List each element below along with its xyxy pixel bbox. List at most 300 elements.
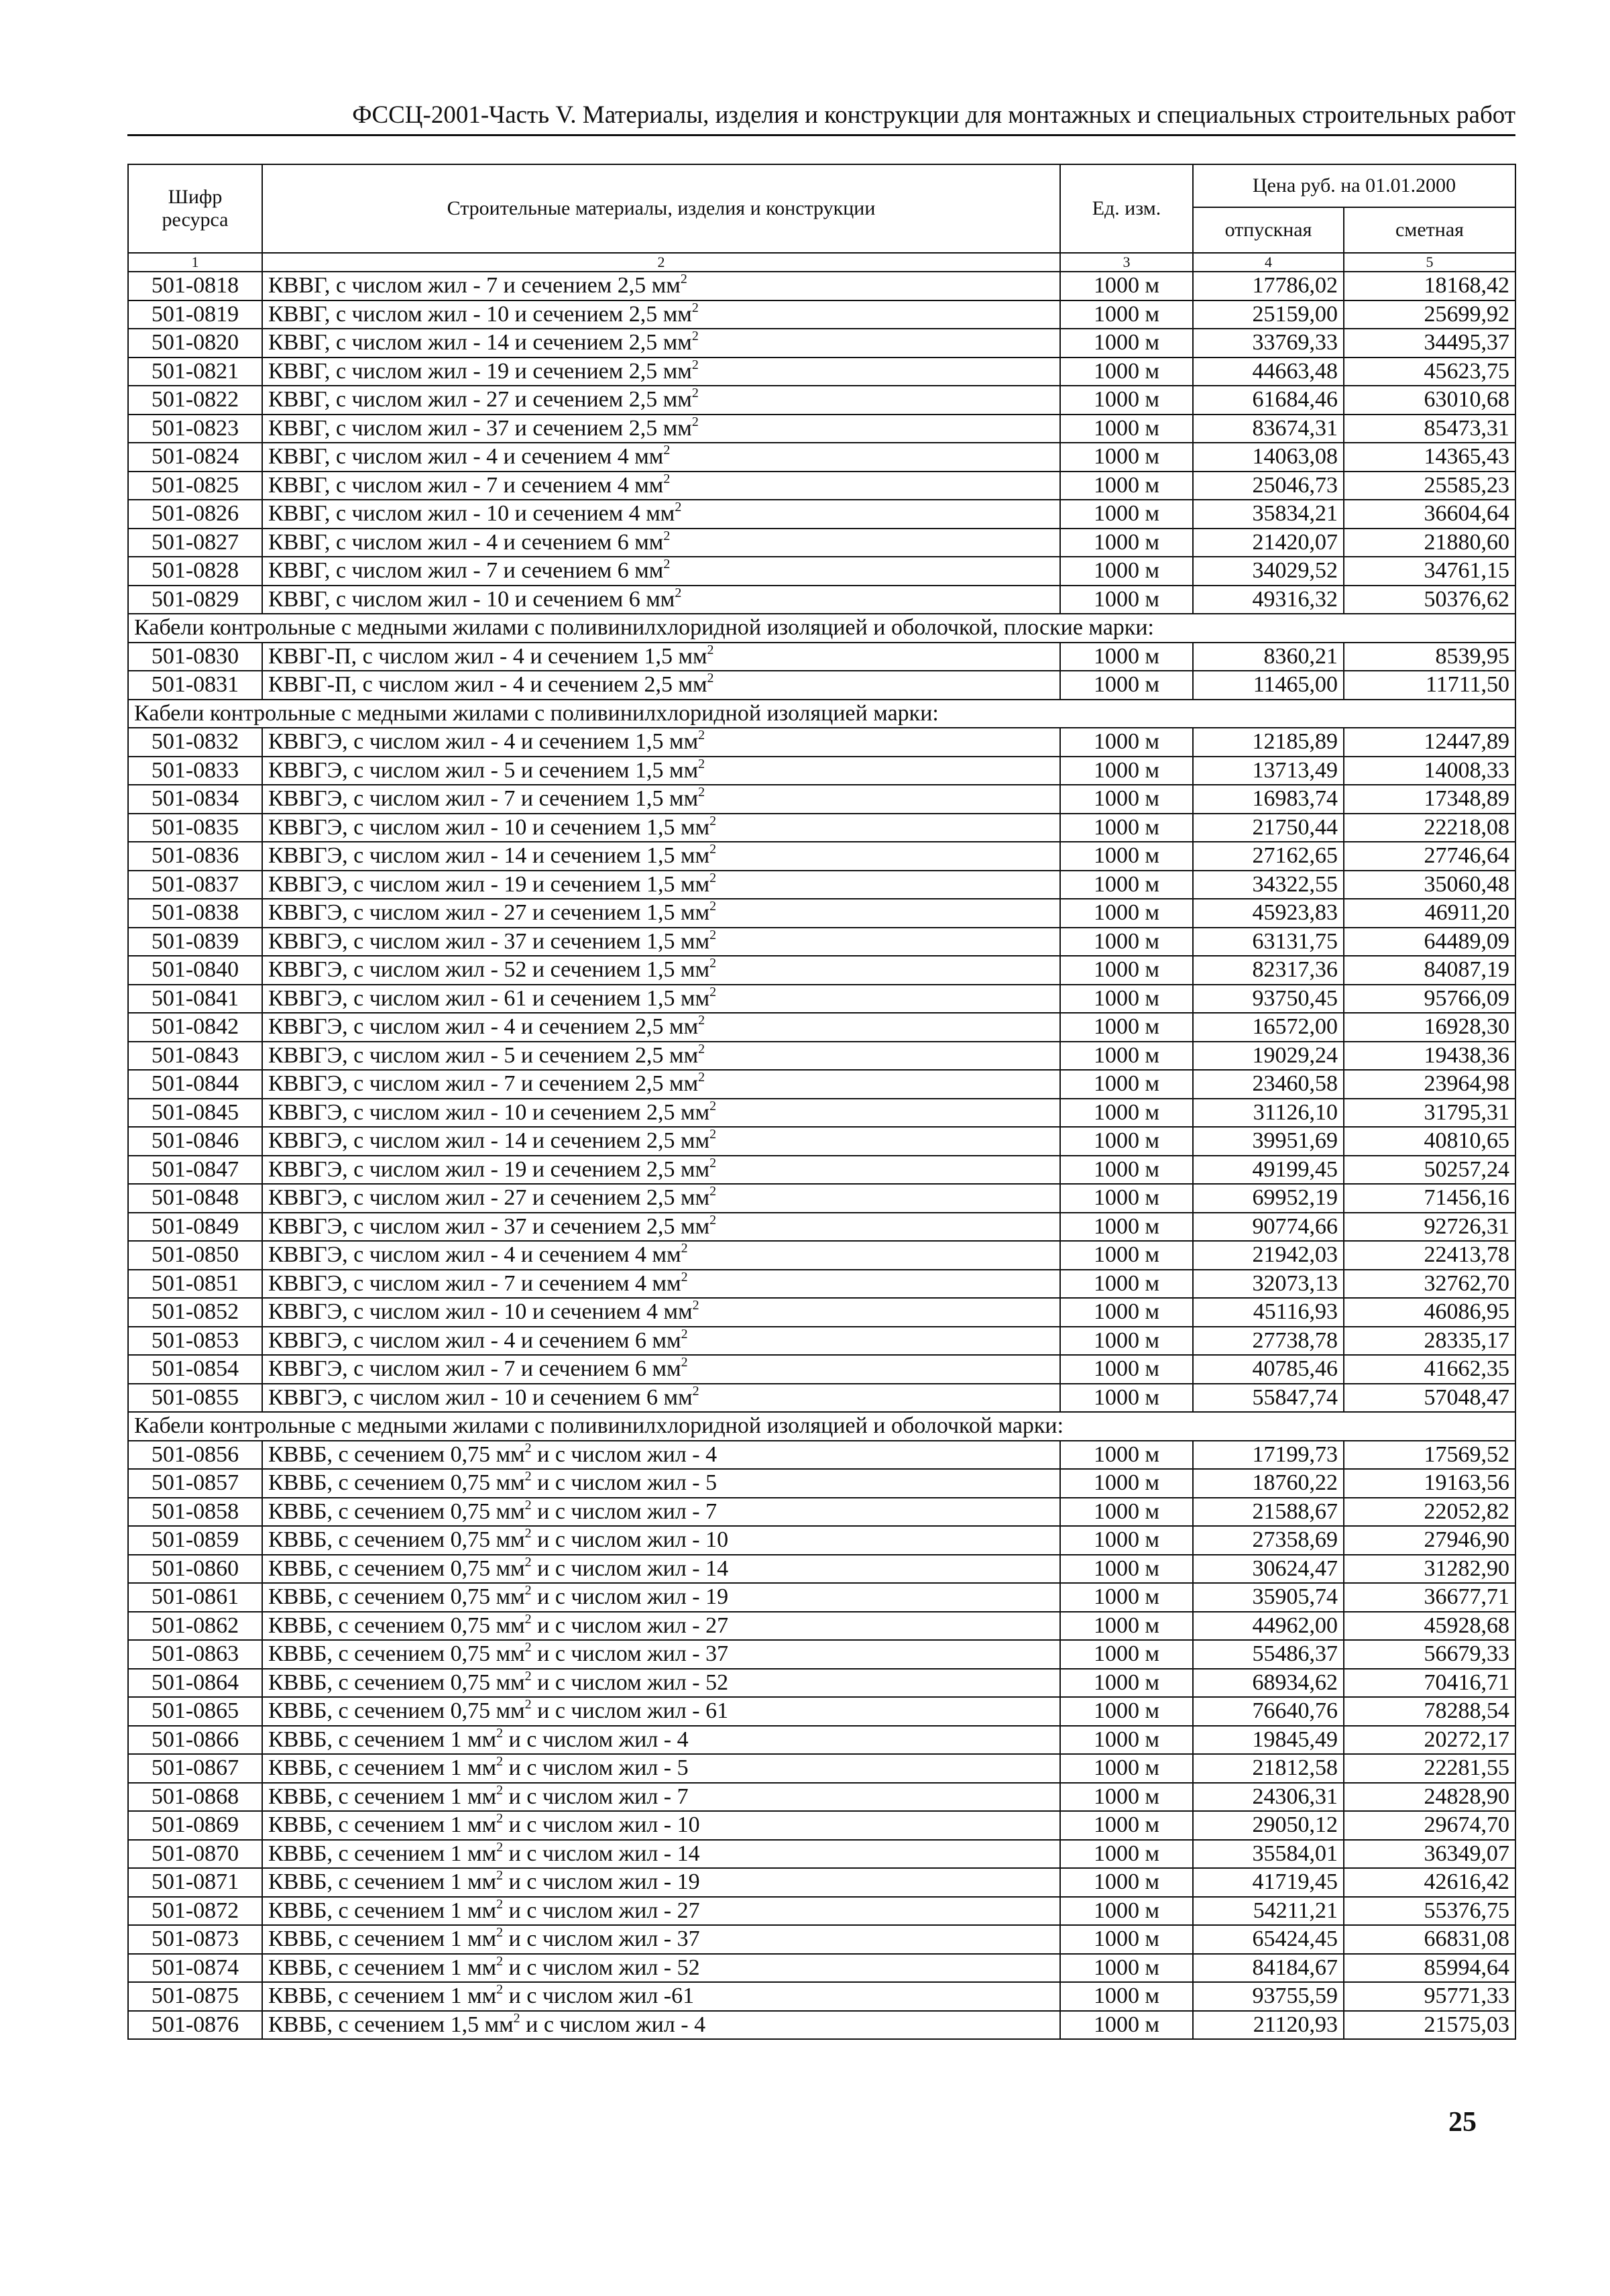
resource-code: 501-0856 xyxy=(128,1441,262,1470)
price-release: 69952,19 xyxy=(1193,1184,1344,1213)
material-name-text: КВВГЭ, с числом жил - 19 и сечением 1,5 мм xyxy=(268,871,710,897)
price-release: 25159,00 xyxy=(1193,300,1344,329)
resource-code: 501-0857 xyxy=(128,1469,262,1498)
material-name-suffix: и с числом жил - 27 xyxy=(531,1612,729,1638)
header-price-release: отпускная xyxy=(1193,207,1344,253)
material-name-text: КВВГЭ, с числом жил - 61 и сечением 1,5 мм xyxy=(268,985,710,1011)
material-name-text: КВВГ, с числом жил - 7 и сечением 2,5 мм xyxy=(268,273,681,298)
table-row xyxy=(128,1469,1515,1498)
price-release: 21750,44 xyxy=(1193,814,1344,842)
material-name xyxy=(262,557,1060,586)
price-release: 21420,07 xyxy=(1193,529,1344,557)
table-row xyxy=(128,1669,1515,1698)
table-row xyxy=(128,500,1515,529)
section-row xyxy=(128,1412,1515,1441)
price-estimate: 16928,30 xyxy=(1344,1013,1515,1042)
price-estimate: 56679,33 xyxy=(1344,1640,1515,1669)
price-estimate: 35060,48 xyxy=(1344,871,1515,899)
price-estimate: 28335,17 xyxy=(1344,1327,1515,1356)
price-estimate: 19163,56 xyxy=(1344,1469,1515,1498)
price-release: 44962,00 xyxy=(1193,1612,1344,1641)
material-name xyxy=(262,1013,1060,1042)
resource-code: 501-0826 xyxy=(128,500,262,529)
material-name-text: КВВГЭ, с числом жил - 19 и сечением 2,5 мм xyxy=(268,1156,710,1182)
unit-exponent: 2 xyxy=(496,1725,504,1741)
material-name xyxy=(262,358,1060,386)
unit-of-measure: 1000 м xyxy=(1060,899,1193,928)
price-estimate: 40810,65 xyxy=(1344,1127,1515,1156)
resource-code: 501-0831 xyxy=(128,671,262,700)
unit-exponent: 2 xyxy=(496,1868,504,1883)
price-release: 21120,93 xyxy=(1193,2011,1344,2040)
material-name xyxy=(262,529,1060,557)
resource-code: 501-0819 xyxy=(128,300,262,329)
material-name xyxy=(262,1355,1060,1384)
resource-code: 501-0868 xyxy=(128,1783,262,1812)
material-name-suffix: и с числом жил - 19 xyxy=(503,1869,700,1895)
material-name-suffix: и с числом жил - 14 xyxy=(531,1555,729,1581)
price-estimate: 19438,36 xyxy=(1344,1042,1515,1071)
unit-exponent: 2 xyxy=(524,1611,532,1627)
resource-code: 501-0829 xyxy=(128,586,262,614)
section-heading: Кабели контрольные с медными жилами с поливинилхлоридной изоляцией и оболочкой, плоские марки: xyxy=(128,614,1515,643)
resource-code: 501-0874 xyxy=(128,1954,262,1983)
price-release: 8360,21 xyxy=(1193,643,1344,671)
material-name-text: КВВГ, с числом жил - 37 и сечением 2,5 мм xyxy=(268,415,692,441)
material-name-text: КВВГЭ, с числом жил - 7 и сечением 4 мм xyxy=(268,1270,681,1296)
unit-exponent: 2 xyxy=(681,1355,688,1370)
price-estimate: 57048,47 xyxy=(1344,1384,1515,1413)
material-name-text: КВВБ, с сечением 0,75 мм xyxy=(268,1612,525,1638)
material-name-suffix: и с числом жил - 37 xyxy=(531,1641,729,1667)
material-name-text: КВВГЭ, с числом жил - 10 и сечением 2,5 мм xyxy=(268,1099,710,1125)
unit-of-measure: 1000 м xyxy=(1060,1526,1193,1555)
resource-code: 501-0853 xyxy=(128,1327,262,1356)
table-row xyxy=(128,1042,1515,1071)
unit-of-measure: 1000 м xyxy=(1060,1127,1193,1156)
section-heading: Кабели контрольные с медными жилами с поливинилхлоридной изоляцией марки: xyxy=(128,700,1515,728)
price-release: 93755,59 xyxy=(1193,1982,1344,2011)
unit-exponent: 2 xyxy=(691,300,699,315)
price-release: 35834,21 xyxy=(1193,500,1344,529)
resource-code: 501-0867 xyxy=(128,1754,262,1783)
unit-of-measure: 1000 м xyxy=(1060,1241,1193,1270)
unit-of-measure: 1000 м xyxy=(1060,1355,1193,1384)
table-row xyxy=(128,842,1515,871)
material-name xyxy=(262,1726,1060,1755)
material-name xyxy=(262,1441,1060,1470)
material-name xyxy=(262,1583,1060,1612)
unit-of-measure: 1000 м xyxy=(1060,1868,1193,1897)
material-name-suffix: и с числом жил - 10 xyxy=(531,1527,729,1553)
table-row xyxy=(128,928,1515,956)
price-release: 16983,74 xyxy=(1193,785,1344,814)
price-estimate: 41662,35 xyxy=(1344,1355,1515,1384)
price-estimate: 23964,98 xyxy=(1344,1070,1515,1099)
unit-of-measure: 1000 м xyxy=(1060,557,1193,586)
material-name-text: КВВГЭ, с числом жил - 10 и сечением 6 мм xyxy=(268,1384,693,1410)
price-release: 35905,74 xyxy=(1193,1583,1344,1612)
unit-exponent: 2 xyxy=(663,557,671,572)
unit-exponent: 2 xyxy=(691,329,699,344)
price-release: 27162,65 xyxy=(1193,842,1344,871)
unit-of-measure: 1000 м xyxy=(1060,785,1193,814)
price-release: 14063,08 xyxy=(1193,443,1344,472)
resource-code: 501-0845 xyxy=(128,1099,262,1128)
table-row xyxy=(128,2011,1515,2040)
unit-exponent: 2 xyxy=(675,585,682,600)
unit-exponent: 2 xyxy=(680,272,687,287)
price-release: 93750,45 xyxy=(1193,985,1344,1014)
table-row xyxy=(128,1783,1515,1812)
unit-exponent: 2 xyxy=(524,1697,532,1712)
unit-of-measure: 1000 м xyxy=(1060,329,1193,358)
unit-of-measure: 1000 м xyxy=(1060,1327,1193,1356)
material-name-text: КВВБ, с сечением 1 мм xyxy=(268,1955,497,1980)
unit-of-measure: 1000 м xyxy=(1060,1840,1193,1869)
material-name-text: КВВБ, с сечением 0,75 мм xyxy=(268,1470,525,1496)
unit-exponent: 2 xyxy=(681,1241,688,1256)
price-release: 84184,67 xyxy=(1193,1954,1344,1983)
unit-of-measure: 1000 м xyxy=(1060,1099,1193,1128)
material-name xyxy=(262,500,1060,529)
material-name-text: КВВГЭ, с числом жил - 10 и сечением 1,5 мм xyxy=(268,814,710,840)
table-row xyxy=(128,814,1515,842)
price-estimate: 46086,95 xyxy=(1344,1298,1515,1327)
price-release: 49199,45 xyxy=(1193,1156,1344,1185)
unit-of-measure: 1000 м xyxy=(1060,1555,1193,1584)
unit-exponent: 2 xyxy=(709,1127,717,1142)
price-release: 29050,12 xyxy=(1193,1811,1344,1840)
material-name xyxy=(262,871,1060,899)
table-row xyxy=(128,472,1515,500)
price-estimate: 17348,89 xyxy=(1344,785,1515,814)
price-estimate: 36677,71 xyxy=(1344,1583,1515,1612)
resource-code: 501-0818 xyxy=(128,272,262,300)
price-release: 25046,73 xyxy=(1193,472,1344,500)
unit-exponent: 2 xyxy=(496,1782,504,1798)
material-name-text: КВВГЭ, с числом жил - 7 и сечением 1,5 мм xyxy=(268,786,699,812)
unit-exponent: 2 xyxy=(698,785,705,800)
material-name-text: КВВГ, с числом жил - 14 и сечением 2,5 мм xyxy=(268,330,692,356)
unit-of-measure: 1000 м xyxy=(1060,842,1193,871)
material-name-text: КВВГЭ, с числом жил - 5 и сечением 1,5 мм xyxy=(268,757,699,783)
material-name-text: КВВБ, с сечением 1,5 мм xyxy=(268,2012,514,2037)
price-release: 34322,55 xyxy=(1193,871,1344,899)
table-row xyxy=(128,1897,1515,1926)
unit-exponent: 2 xyxy=(698,1013,705,1028)
table-row xyxy=(128,1070,1515,1099)
unit-exponent: 2 xyxy=(496,1896,504,1912)
unit-exponent: 2 xyxy=(709,956,717,971)
column-number: 1 xyxy=(128,253,262,272)
material-name xyxy=(262,586,1060,614)
material-name xyxy=(262,1042,1060,1071)
unit-exponent: 2 xyxy=(709,842,717,857)
price-release: 68934,62 xyxy=(1193,1669,1344,1698)
unit-exponent: 2 xyxy=(709,1155,717,1170)
unit-of-measure: 1000 м xyxy=(1060,300,1193,329)
table-row xyxy=(128,1840,1515,1869)
price-release: 45923,83 xyxy=(1193,899,1344,928)
unit-exponent: 2 xyxy=(496,1839,504,1855)
price-release: 54211,21 xyxy=(1193,1897,1344,1926)
price-release: 27738,78 xyxy=(1193,1327,1344,1356)
table-row xyxy=(128,443,1515,472)
material-name xyxy=(262,386,1060,415)
material-name xyxy=(262,1555,1060,1584)
table-row xyxy=(128,415,1515,443)
resource-code: 501-0876 xyxy=(128,2011,262,2040)
price-release: 30624,47 xyxy=(1193,1555,1344,1584)
unit-exponent: 2 xyxy=(524,1497,532,1513)
unit-of-measure: 1000 м xyxy=(1060,1640,1193,1669)
table-row xyxy=(128,1583,1515,1612)
table-row xyxy=(128,643,1515,671)
table-row xyxy=(128,1384,1515,1413)
header-rule xyxy=(127,134,1515,136)
price-estimate: 85994,64 xyxy=(1344,1954,1515,1983)
table-row xyxy=(128,899,1515,928)
table-row xyxy=(128,557,1515,586)
material-name-text: КВВБ, с сечением 1 мм xyxy=(268,1727,497,1752)
material-name-suffix: и с числом жил - 4 xyxy=(531,1441,717,1467)
unit-of-measure: 1000 м xyxy=(1060,1954,1193,1983)
price-estimate: 95771,33 xyxy=(1344,1982,1515,2011)
resource-code: 501-0850 xyxy=(128,1241,262,1270)
unit-of-measure: 1000 м xyxy=(1060,643,1193,671)
price-estimate: 63010,68 xyxy=(1344,386,1515,415)
table-row xyxy=(128,1526,1515,1555)
price-estimate: 8539,95 xyxy=(1344,643,1515,671)
price-estimate: 85473,31 xyxy=(1344,415,1515,443)
resource-code: 501-0823 xyxy=(128,415,262,443)
table-row xyxy=(128,1555,1515,1584)
header-price-group: Цена руб. на 01.01.2000 xyxy=(1193,164,1515,207)
price-estimate: 70416,71 xyxy=(1344,1669,1515,1698)
unit-exponent: 2 xyxy=(524,1583,532,1598)
unit-of-measure: 1000 м xyxy=(1060,1441,1193,1470)
price-estimate: 22218,08 xyxy=(1344,814,1515,842)
unit-of-measure: 1000 м xyxy=(1060,1754,1193,1783)
material-name-suffix: и с числом жил - 5 xyxy=(503,1755,689,1781)
resource-code: 501-0833 xyxy=(128,757,262,785)
unit-exponent: 2 xyxy=(692,1298,699,1313)
price-estimate: 95766,09 xyxy=(1344,985,1515,1014)
price-estimate: 24828,90 xyxy=(1344,1783,1515,1812)
table-row xyxy=(128,1697,1515,1726)
material-name-text: КВВГ, с числом жил - 27 и сечением 2,5 мм xyxy=(268,387,692,413)
table-row xyxy=(128,757,1515,785)
unit-of-measure: 1000 м xyxy=(1060,671,1193,700)
material-name-text: КВВГ, с числом жил - 10 и сечением 2,5 мм xyxy=(268,301,692,327)
table-body xyxy=(128,272,1515,2039)
material-name xyxy=(262,1526,1060,1555)
resource-code: 501-0843 xyxy=(128,1042,262,1071)
resource-code: 501-0870 xyxy=(128,1840,262,1869)
table-row xyxy=(128,1013,1515,1042)
unit-of-measure: 1000 м xyxy=(1060,1583,1193,1612)
unit-exponent: 2 xyxy=(524,1526,532,1541)
material-name xyxy=(262,1925,1060,1954)
price-estimate: 50257,24 xyxy=(1344,1156,1515,1185)
material-name-text: КВВГЭ, с числом жил - 14 и сечением 2,5 мм xyxy=(268,1128,710,1154)
material-name-text: КВВГ-П, с числом жил - 4 и сечением 2,5 мм xyxy=(268,672,707,698)
material-name-text: КВВГ, с числом жил - 19 и сечением 2,5 мм xyxy=(268,358,692,384)
price-release: 33769,33 xyxy=(1193,329,1344,358)
material-name xyxy=(262,1840,1060,1869)
price-estimate: 25699,92 xyxy=(1344,300,1515,329)
price-release: 55486,37 xyxy=(1193,1640,1344,1669)
price-release: 83674,31 xyxy=(1193,415,1344,443)
resource-code: 501-0830 xyxy=(128,643,262,671)
resource-code: 501-0851 xyxy=(128,1270,262,1299)
material-name-text: КВВГЭ, с числом жил - 14 и сечением 1,5 мм xyxy=(268,843,710,869)
resource-code: 501-0863 xyxy=(128,1640,262,1669)
table-row xyxy=(128,1612,1515,1641)
price-estimate: 92726,31 xyxy=(1344,1213,1515,1242)
price-release: 44663,48 xyxy=(1193,358,1344,386)
unit-exponent: 2 xyxy=(709,1184,717,1199)
material-name-suffix: и с числом жил - 10 xyxy=(503,1812,700,1838)
material-name xyxy=(262,899,1060,928)
resource-code: 501-0847 xyxy=(128,1156,262,1185)
resource-code: 501-0865 xyxy=(128,1697,262,1726)
resource-code: 501-0875 xyxy=(128,1982,262,2011)
price-release: 16572,00 xyxy=(1193,1013,1344,1042)
material-name-text: КВВГЭ, с числом жил - 37 и сечением 2,5 мм xyxy=(268,1213,710,1239)
unit-exponent: 2 xyxy=(681,1326,688,1342)
resource-code: 501-0836 xyxy=(128,842,262,871)
price-estimate: 25585,23 xyxy=(1344,472,1515,500)
price-release: 21942,03 xyxy=(1193,1241,1344,1270)
material-name xyxy=(262,300,1060,329)
material-name-text: КВВБ, с сечением 0,75 мм xyxy=(268,1498,525,1524)
material-name-suffix: и с числом жил - 52 xyxy=(531,1670,729,1695)
price-estimate: 21880,60 xyxy=(1344,529,1515,557)
material-name-suffix: и с числом жил - 37 xyxy=(503,1926,700,1952)
material-name-text: КВВБ, с сечением 0,75 мм xyxy=(268,1698,525,1724)
column-number: 4 xyxy=(1193,253,1344,272)
unit-of-measure: 1000 м xyxy=(1060,1070,1193,1099)
price-release: 41719,45 xyxy=(1193,1868,1344,1897)
price-release: 19029,24 xyxy=(1193,1042,1344,1071)
price-release: 35584,01 xyxy=(1193,1840,1344,1869)
price-estimate: 22052,82 xyxy=(1344,1498,1515,1527)
unit-exponent: 2 xyxy=(675,500,682,515)
table-row xyxy=(128,785,1515,814)
material-name-text: КВВБ, с сечением 1 мм xyxy=(268,1784,497,1809)
resource-code: 501-0852 xyxy=(128,1298,262,1327)
price-estimate: 55376,75 xyxy=(1344,1897,1515,1926)
price-release: 45116,93 xyxy=(1193,1298,1344,1327)
price-estimate: 27946,90 xyxy=(1344,1526,1515,1555)
material-name xyxy=(262,728,1060,757)
material-name-text: КВВГ, с числом жил - 10 и сечением 4 мм xyxy=(268,501,675,527)
price-estimate: 36349,07 xyxy=(1344,1840,1515,1869)
material-name xyxy=(262,1099,1060,1128)
resource-code: 501-0832 xyxy=(128,728,262,757)
unit-of-measure: 1000 м xyxy=(1060,956,1193,985)
material-name xyxy=(262,1954,1060,1983)
material-name xyxy=(262,1811,1060,1840)
table-row xyxy=(128,1241,1515,1270)
resource-code: 501-0855 xyxy=(128,1384,262,1413)
unit-of-measure: 1000 м xyxy=(1060,1697,1193,1726)
material-name xyxy=(262,671,1060,700)
table-row xyxy=(128,985,1515,1014)
price-estimate: 21575,03 xyxy=(1344,2011,1515,2040)
material-name-text: КВВГЭ, с числом жил - 7 и сечением 6 мм xyxy=(268,1356,681,1382)
unit-of-measure: 1000 м xyxy=(1060,2011,1193,2040)
table-row xyxy=(128,1355,1515,1384)
unit-exponent: 2 xyxy=(663,443,671,458)
material-name-text: КВВБ, с сечением 0,75 мм xyxy=(268,1670,525,1695)
resource-code: 501-0839 xyxy=(128,928,262,956)
unit-exponent: 2 xyxy=(709,813,717,828)
resource-code: 501-0869 xyxy=(128,1811,262,1840)
table-row xyxy=(128,386,1515,415)
material-name-suffix: и с числом жил - 7 xyxy=(531,1498,717,1524)
material-name-text: КВВГ, с числом жил - 7 и сечением 4 мм xyxy=(268,472,664,498)
table-row xyxy=(128,1441,1515,1470)
unit-of-measure: 1000 м xyxy=(1060,1298,1193,1327)
price-table xyxy=(127,164,1516,2040)
table-row xyxy=(128,1954,1515,1983)
unit-exponent: 2 xyxy=(709,1212,717,1227)
price-estimate: 66831,08 xyxy=(1344,1925,1515,1954)
unit-of-measure: 1000 м xyxy=(1060,1042,1193,1071)
unit-of-measure: 1000 м xyxy=(1060,529,1193,557)
table-row xyxy=(128,272,1515,300)
material-name-text: КВВБ, с сечением 0,75 мм xyxy=(268,1527,525,1553)
material-name xyxy=(262,814,1060,842)
table-row xyxy=(128,1213,1515,1242)
unit-exponent: 2 xyxy=(698,1070,705,1085)
table-row xyxy=(128,586,1515,614)
material-name-suffix: и с числом жил - 4 xyxy=(503,1727,689,1752)
resource-code: 501-0849 xyxy=(128,1213,262,1242)
price-release: 17786,02 xyxy=(1193,272,1344,300)
resource-code: 501-0838 xyxy=(128,899,262,928)
unit-of-measure: 1000 м xyxy=(1060,1811,1193,1840)
unit-exponent: 2 xyxy=(709,1098,717,1113)
table-row xyxy=(128,1925,1515,1954)
table-row xyxy=(128,956,1515,985)
material-name-text: КВВГЭ, с числом жил - 7 и сечением 2,5 мм xyxy=(268,1071,699,1097)
material-name-text: КВВБ, с сечением 1 мм xyxy=(268,1841,497,1866)
resource-code: 501-0872 xyxy=(128,1897,262,1926)
material-name xyxy=(262,415,1060,443)
material-name xyxy=(262,1270,1060,1299)
material-name xyxy=(262,1868,1060,1897)
unit-of-measure: 1000 м xyxy=(1060,1469,1193,1498)
material-name xyxy=(262,443,1060,472)
unit-of-measure: 1000 м xyxy=(1060,1726,1193,1755)
resource-code: 501-0841 xyxy=(128,985,262,1014)
material-name xyxy=(262,1498,1060,1527)
material-name xyxy=(262,1070,1060,1099)
resource-code: 501-0822 xyxy=(128,386,262,415)
unit-exponent: 2 xyxy=(698,728,705,743)
table-row xyxy=(128,1498,1515,1527)
header-name: Строительные материалы, изделия и конструкции xyxy=(262,164,1060,253)
price-estimate: 22413,78 xyxy=(1344,1241,1515,1270)
resource-code: 501-0854 xyxy=(128,1355,262,1384)
unit-of-measure: 1000 м xyxy=(1060,985,1193,1014)
unit-of-measure: 1000 м xyxy=(1060,1498,1193,1527)
material-name xyxy=(262,272,1060,300)
